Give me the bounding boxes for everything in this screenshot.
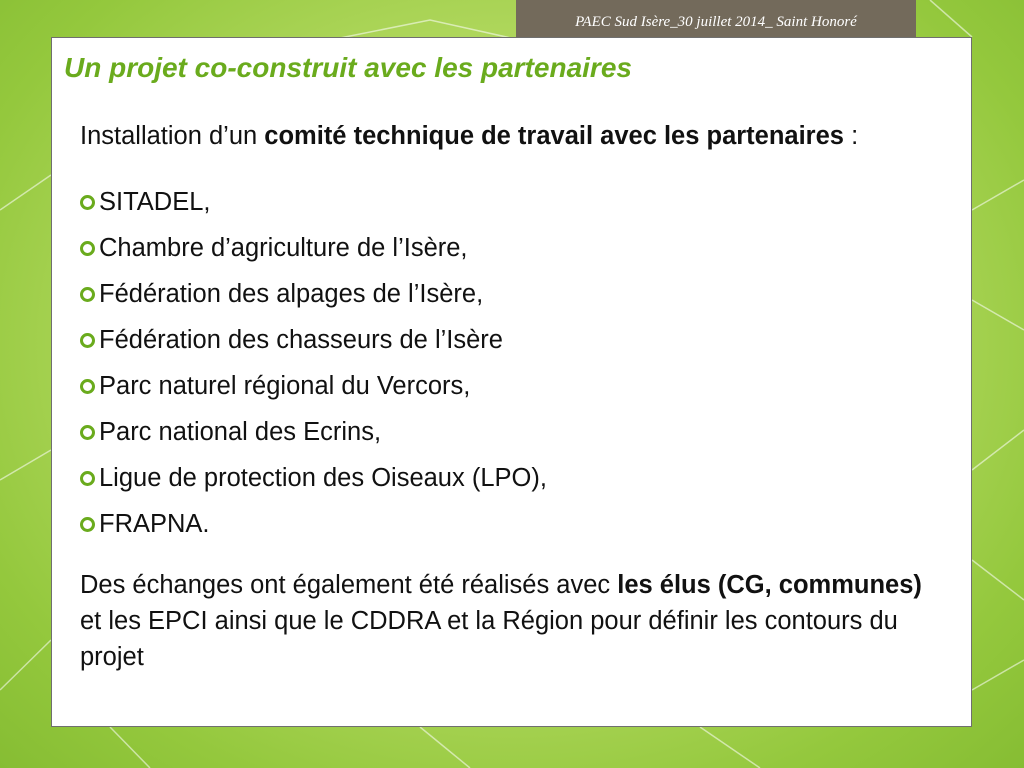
closing-text: Des échanges ont également été réalisés avec bbox=[80, 571, 618, 599]
slide-card bbox=[51, 37, 972, 727]
slide-body bbox=[80, 118, 940, 675]
intro-paragraph bbox=[80, 118, 940, 154]
list-item bbox=[80, 179, 940, 225]
closing-paragraph bbox=[80, 567, 940, 675]
list-item bbox=[80, 501, 940, 547]
list-item-label: FRAPNA. bbox=[99, 510, 210, 538]
bullet-icon bbox=[80, 287, 95, 302]
list-item-label: Parc national des Ecrins, bbox=[99, 418, 382, 446]
list-item bbox=[80, 455, 940, 501]
bullet-icon bbox=[80, 471, 95, 486]
list-item bbox=[80, 271, 940, 317]
closing-bold-text: les élus (CG, communes) bbox=[617, 571, 922, 599]
intro-text-end: : bbox=[843, 122, 859, 150]
bullet-icon bbox=[80, 241, 95, 256]
bullet-icon bbox=[80, 333, 95, 348]
list-item bbox=[80, 317, 940, 363]
bullet-icon bbox=[80, 425, 95, 440]
slide-title: Un projet co-construit avec les partenaires bbox=[64, 52, 632, 83]
list-item-label: Parc naturel régional du Vercors, bbox=[99, 372, 471, 400]
list-item-label: Fédération des alpages de l’Isère, bbox=[99, 280, 484, 308]
bullet-icon bbox=[80, 517, 95, 532]
list-item-label: Fédération des chasseurs de l’Isère bbox=[99, 326, 503, 354]
list-item-label: Chambre d’agriculture de l’Isère, bbox=[99, 234, 468, 262]
intro-text: Installation d’un bbox=[80, 122, 265, 150]
list-item-label: SITADEL, bbox=[99, 188, 211, 216]
partner-list bbox=[80, 179, 940, 547]
bullet-icon bbox=[80, 195, 95, 210]
intro-bold-text: comité technique de travail avec les partenaires bbox=[264, 122, 844, 150]
list-item bbox=[80, 225, 940, 271]
slide-header-tag: PAEC Sud Isère_30 juillet 2014_ Saint Honoré bbox=[516, 0, 916, 44]
closing-text-end: et les EPCI ainsi que le CDDRA et la Région pour définir les contours du projet bbox=[80, 607, 898, 671]
list-item-label: Ligue de protection des Oiseaux (LPO), bbox=[99, 464, 547, 492]
bullet-icon bbox=[80, 379, 95, 394]
list-item bbox=[80, 409, 940, 455]
list-item bbox=[80, 363, 940, 409]
